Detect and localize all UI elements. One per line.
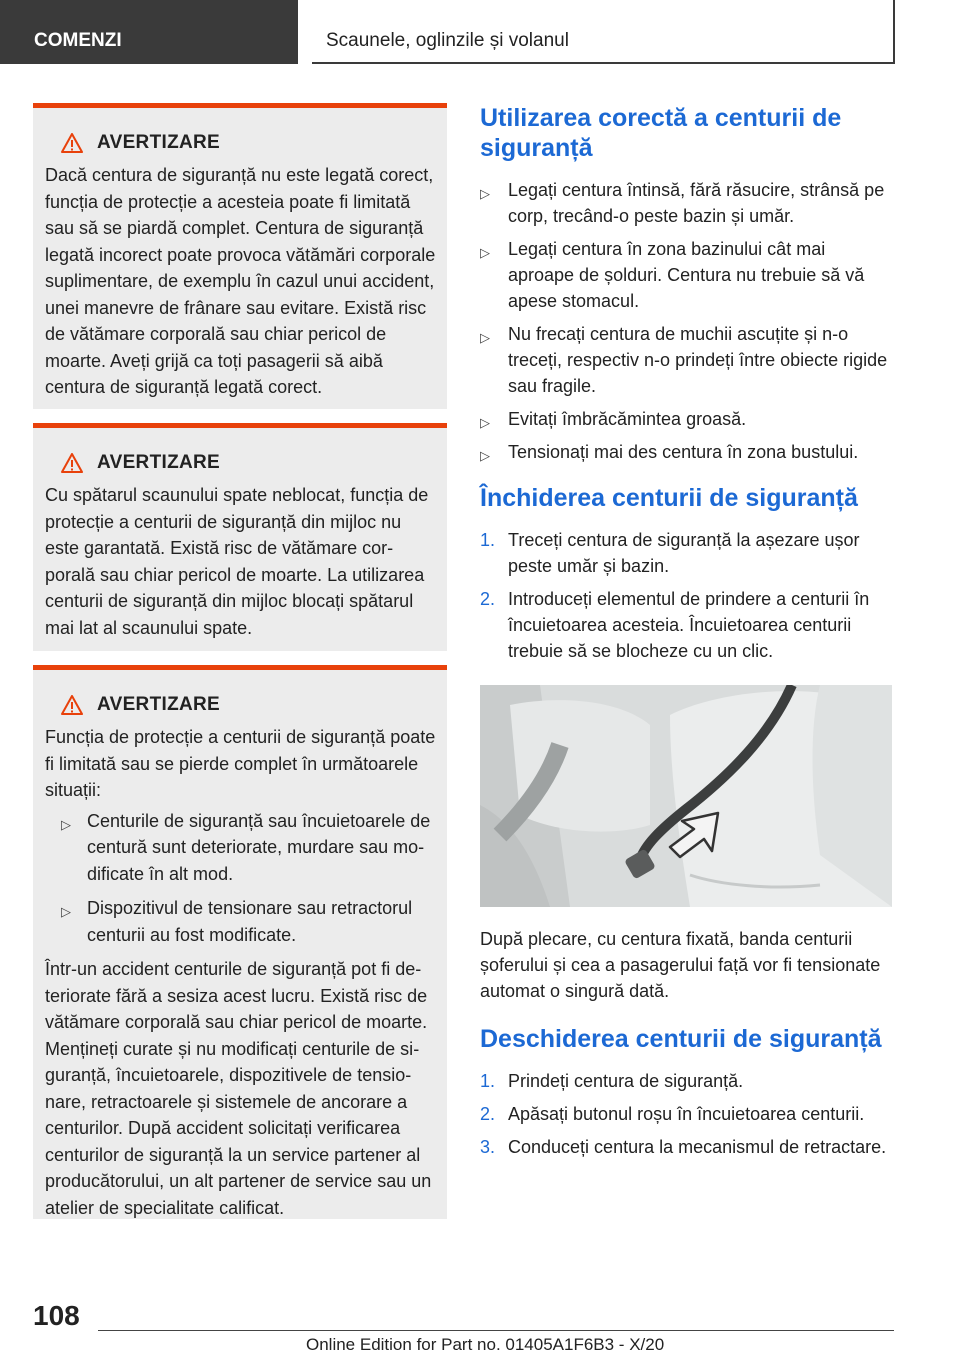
warning-box-1 <box>33 103 447 409</box>
section-tab <box>0 0 298 64</box>
warning-text: Cu spătarul scaunului spate neblocat, funcția de protecție a centurii de siguranță din mijloc nu este garantată. Există risc de vătămare corporală sau chiar pericol de moarte. La utilizarea centurii de siguranță din mijloc blocați spătarul mai lat al scaunului spate. <box>45 485 429 638</box>
warning-heading <box>61 452 437 474</box>
triangle-bullet-icon: ▷ <box>480 415 490 430</box>
warning-title: AVERTIZARE <box>97 694 220 715</box>
warning-intro: Funcția de protecție a centurii de siguranță poate fi limitată sau se pierde complet în următoarele situații: <box>45 727 436 800</box>
list-item: ▷ Legați centura în zona bazinului cât mai aproape de șolduri. Centura nu trebuie să vă apese stomacul. <box>480 239 865 311</box>
warning-title: AVERTIZARE <box>97 452 220 473</box>
opening-steps <box>480 1068 892 1160</box>
warning-outro: Într-un accident centurile de siguranță pot fi deteriorate fără a sesiza acest lucru. Există risc de vătămare corporală sau chiar pericol de moarte. Mențineți curate și nu modificați centurile de siguranță, încuietoarele, dispozitivele de tensionare, retractoarele și sistemele de ancorare a centurilor. După accident solicitați verificarea centurilor de siguranță la un service partener al producătorului, un alt partener de service sau un atelier de specialitate calificat. <box>45 959 432 1218</box>
section-heading-opening: Deschiderea centurii de siguranță <box>480 1025 882 1053</box>
list-item: ▷ Tensionați mai des centura în zona bustului. <box>480 439 892 465</box>
warning-heading <box>61 132 437 154</box>
correct-use-list <box>480 177 892 465</box>
section-title: COMENZI <box>34 30 122 51</box>
triangle-bullet-icon: ▷ <box>61 904 71 919</box>
section-heading-closing: Închiderea centurii de siguranță <box>480 484 858 512</box>
triangle-bullet-icon: ▷ <box>480 448 490 463</box>
step-item: 1. Prindeți centura de siguranță. <box>480 1071 744 1091</box>
chapter-header <box>312 0 895 64</box>
chapter-title: Scaunele, oglinzile și volanul <box>326 30 569 51</box>
warning-box-2 <box>33 423 447 651</box>
warning-bullet-list <box>45 808 437 949</box>
footer-divider <box>98 1330 894 1331</box>
list-item: ▷ Nu frecați centura de muchii ascuțite și n-o treceți, respectiv n-o prindeți între obiecte rigide sau fragile. <box>480 324 888 396</box>
list-item: ▷ Dispozitivul de tensionare sau retractorul centurii au fost modificate. <box>61 898 413 945</box>
seatbelt-buckle-illustration <box>480 685 892 907</box>
warning-triangle-icon <box>61 133 83 153</box>
warning-heading <box>61 694 437 716</box>
step-item: 2. Apăsați butonul roșu în încuietoarea centurii. <box>480 1104 865 1124</box>
step-item: 2. Introduceți elementul de prindere a centurii în încuietoarea acesteia. Încuietoarea centurii trebuie să se blocheze cu un clic. <box>480 589 870 661</box>
warning-triangle-icon <box>61 453 83 473</box>
warning-title: AVERTIZARE <box>97 132 220 153</box>
section-heading-correct-use: Utilizarea corectă a centurii de siguranță <box>480 104 842 162</box>
warning-box-3 <box>33 665 447 1219</box>
triangle-bullet-icon: ▷ <box>61 816 71 832</box>
footer-edition: Online Edition for Part no. 01405A1F6B3 - X/20 <box>306 1335 665 1354</box>
triangle-bullet-icon: ▷ <box>480 245 490 260</box>
list-item: ▷ Legați centura întinsă, fără răsucire, strânsă pe corp, trecând-o peste bazin și umăr. <box>480 180 885 226</box>
list-item: ▷ Centurile de siguranță sau încuietoarele de centură sunt deteriorate, murdare sau modificate în alt mod. <box>61 810 431 884</box>
page-number: 108 <box>33 1300 80 1331</box>
content-column <box>480 103 892 1178</box>
step-item: 1. Treceți centura de siguranță la așezare ușor peste umăr și bazin. <box>480 530 860 576</box>
triangle-bullet-icon: ▷ <box>480 330 490 345</box>
list-item: ▷ Evitați îmbrăcămintea groasă. <box>480 406 892 432</box>
step-item: 3. Conduceți centura la mecanismul de retractare. <box>480 1137 887 1157</box>
triangle-bullet-icon: ▷ <box>480 186 490 201</box>
after-closing-text: După plecare, cu centura fixată, banda centurii șoferului și cea a pasagerului față vor fi tensionate automat o singură dată. <box>480 929 881 1001</box>
warning-triangle-icon <box>61 695 83 715</box>
warnings-column <box>33 103 447 1233</box>
closing-steps <box>480 527 892 664</box>
warning-text: Dacă centura de siguranță nu este legată corect, funcția de protecție a acesteia poate fi limitată sau să se piardă complet. Centura de siguranță legată incorect poate provoca vătămări corporale suplimentare, de exemplu în cazul unui accident, unei manevre de frânare sau evitare. Există risc de vătămare corporală sau chiar pericol de moarte. Aveți grijă ca toți pasagerii să aibă centura de siguranță legată corect. <box>45 165 436 397</box>
